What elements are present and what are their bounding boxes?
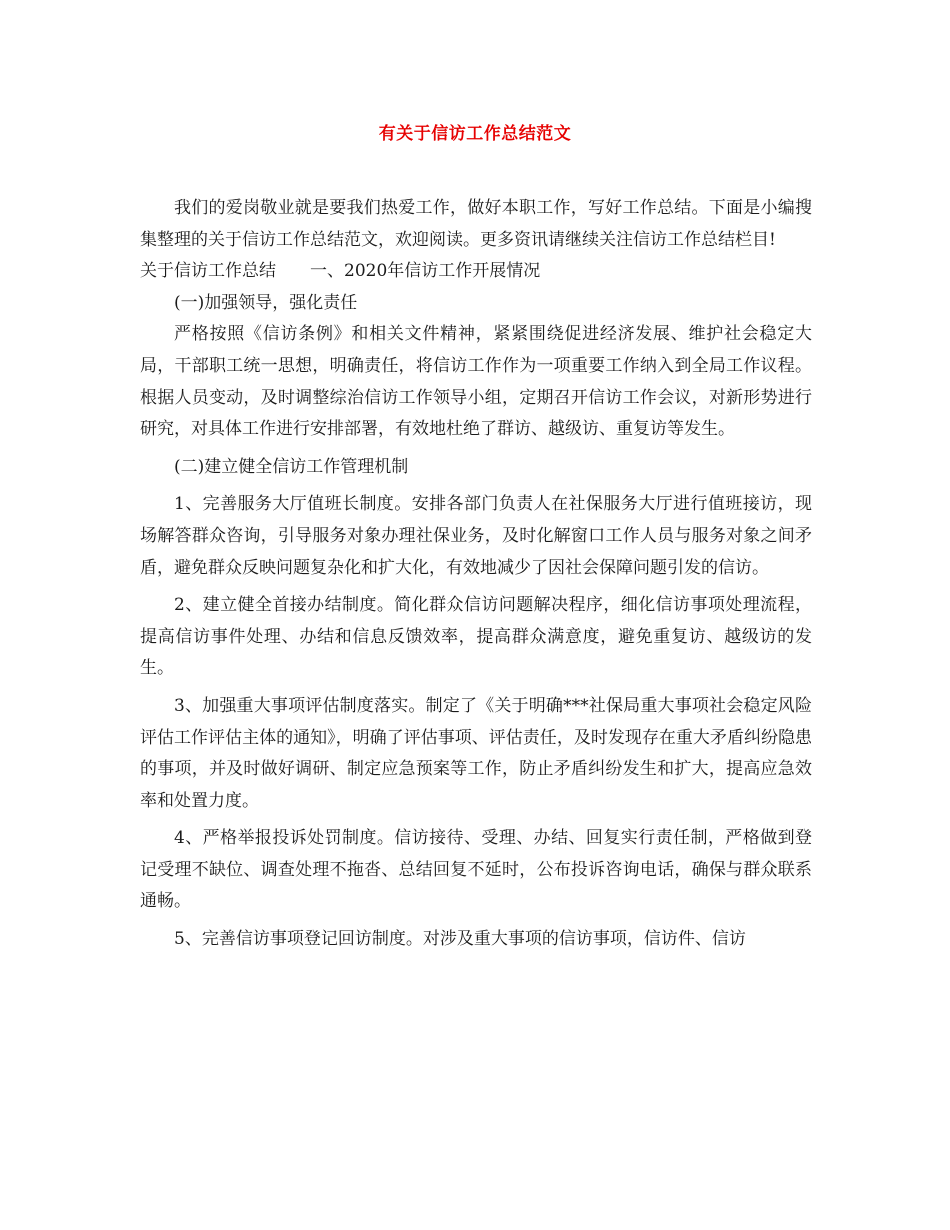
- section-label: 关于信访工作总结: [140, 261, 276, 282]
- item-3-paragraph: 3、加强重大事项评估制度落实。制定了《关于明确***社保局重大事项社会稳定风险评估工作评估主体的通知》，明确了评估事项、评估责任，及时发现存在重大矛盾纠纷隐患的事项，并及时做好调研、制定应急预案等工作，防止矛盾纠纷发生和扩大，提高应急效率和处置力度。: [140, 695, 812, 811]
- item-5-paragraph: 5、完善信访事项登记回访制度。对涉及重大事项的信访事项，信访件、信访: [174, 929, 746, 950]
- document-body: [140, 193, 812, 956]
- subsection-1-heading: (一)加强领导，强化责任: [174, 292, 358, 313]
- item-4-paragraph: 4、严格举报投诉处罚制度。信访接待、受理、办结、回复实行责任制，严格做到登记受理不缺位、调查处理不拖沓、总结回复不延时，公布投诉咨询电话，确保与群众联系通畅。: [140, 828, 812, 912]
- item-1-paragraph: 1、完善服务大厅值班长制度。安排各部门负责人在社保服务大厅进行值班接访，现场解答群众咨询，引导服务对象办理社保业务，及时化解窗口工作人员与服务对象之间矛盾，避免群众反映问题复杂化和扩大化，有效地减少了因社会保障问题引发的信访。: [140, 494, 812, 578]
- section-heading-line: [140, 256, 812, 288]
- subsection-2-heading: (二)建立健全信访工作管理机制: [174, 456, 409, 477]
- section-heading: 一、2020年信访工作开展情况: [310, 261, 541, 282]
- intro-paragraph: 我们的爱岗敬业就是要我们热爱工作，做好本职工作，写好工作总结。下面是小编搜集整理的关于信访工作总结范文，欢迎阅读。更多资讯请继续关注信访工作总结栏目!: [140, 198, 812, 250]
- subsection-1-paragraph: 严格按照《信访条例》和相关文件精神，紧紧围绕促进经济发展、维护社会稳定大局，干部职工统一思想，明确责任，将信访工作作为一项重要工作纳入到全局工作议程。根据人员变动，及时调整综治信访工作领导小组，定期召开信访工作会议，对新形势进行研究，对具体工作进行安排部署，有效地杜绝了群访、越级访、重复访等发生。: [140, 324, 812, 440]
- item-2-paragraph: 2、建立健全首接办结制度。简化群众信访问题解决程序，细化信访事项处理流程，提高信访事件处理、办结和信息反馈效率，提高群众满意度，避免重复访、越级访的发生。: [140, 595, 812, 679]
- document-title: 有关于信访工作总结范文: [378, 124, 572, 144]
